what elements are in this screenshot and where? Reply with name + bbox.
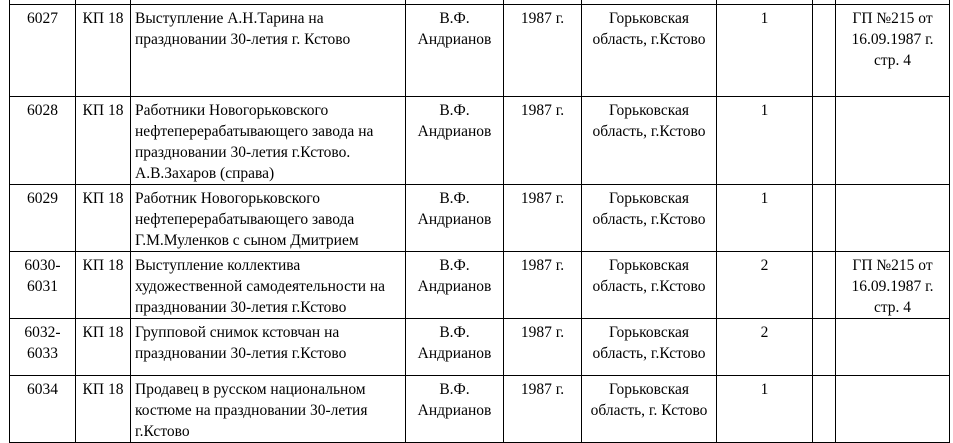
inventory-number: 6029 <box>10 185 76 252</box>
photo-author: В.Ф. Андрианов <box>406 5 504 97</box>
table-row <box>10 185 950 252</box>
table-row <box>10 252 950 319</box>
photo-place: Горьковская область, г.Кстово <box>582 185 717 252</box>
photo-quantity: 1 <box>717 376 813 443</box>
inventory-number: 6030- 6031 <box>10 252 76 319</box>
photo-year: 1987 г. <box>504 97 582 185</box>
publication-reference <box>836 319 950 376</box>
photo-description: Групповой снимок кстовчан на праздновании 30-летия г.Кстово <box>131 319 406 376</box>
fund-code: КП 18 <box>76 185 131 252</box>
photo-author: В.Ф. Андрианов <box>406 252 504 319</box>
publication-reference <box>836 185 950 252</box>
photo-description: Выступление коллектива художественной самодеятельности на праздновании 30-летия г.Кстово <box>131 252 406 319</box>
table-row <box>10 97 950 185</box>
publication-reference: ГП №215 от 16.09.1987 г. стр. 4 <box>836 5 950 97</box>
photo-quantity: 2 <box>717 319 813 376</box>
photo-author: В.Ф. Андрианов <box>406 185 504 252</box>
photo-quantity: 1 <box>717 5 813 97</box>
photo-author: В.Ф. Андрианов <box>406 97 504 185</box>
fund-code: КП 18 <box>76 5 131 97</box>
photo-year: 1987 г. <box>504 319 582 376</box>
photo-quantity: 2 <box>717 252 813 319</box>
inventory-number: 6028 <box>10 97 76 185</box>
empty-cell <box>813 252 836 319</box>
empty-cell <box>813 185 836 252</box>
photo-quantity: 1 <box>717 97 813 185</box>
photo-place: Горьковская область, г. Кстово <box>582 376 717 443</box>
photo-description: Работник Новогорьковского нефтеперерабатывающего завода Г.М.Муленков с сыном Дмитрием <box>131 185 406 252</box>
photo-place: Горьковская область, г.Кстово <box>582 97 717 185</box>
photo-place: Горьковская область, г.Кстово <box>582 319 717 376</box>
photo-year: 1987 г. <box>504 376 582 443</box>
photo-author: В.Ф. Андрианов <box>406 376 504 443</box>
empty-cell <box>813 376 836 443</box>
photo-description: Продавец в русском национальном костюме на праздновании 30-летия г.Кстово <box>131 376 406 443</box>
photo-author: В.Ф. Андрианов <box>406 319 504 376</box>
publication-reference <box>836 97 950 185</box>
fund-code: КП 18 <box>76 252 131 319</box>
photo-year: 1987 г. <box>504 5 582 97</box>
table-row <box>10 376 950 443</box>
fund-code: КП 18 <box>76 97 131 185</box>
inventory-number: 6032- 6033 <box>10 319 76 376</box>
photo-quantity: 1 <box>717 185 813 252</box>
empty-cell <box>813 5 836 97</box>
table-row <box>10 5 950 97</box>
publication-reference: ГП №215 от 16.09.1987 г. стр. 4 <box>836 252 950 319</box>
catalog-table <box>9 0 950 443</box>
fund-code: КП 18 <box>76 376 131 443</box>
photo-place: Горьковская область, г.Кстово <box>582 252 717 319</box>
inventory-number: 6034 <box>10 376 76 443</box>
inventory-number: 6027 <box>10 5 76 97</box>
publication-reference <box>836 376 950 443</box>
empty-cell <box>813 319 836 376</box>
photo-description: Выступление А.Н.Тарина на праздновании 30-летия г. Кстово <box>131 5 406 97</box>
photo-description: Работники Новогорьковского нефтеперерабатывающего завода на праздновании 30-летия г.Кстово. А.В.Захаров (справа) <box>131 97 406 185</box>
photo-year: 1987 г. <box>504 252 582 319</box>
empty-cell <box>813 97 836 185</box>
photo-place: Горьковская область, г.Кстово <box>582 5 717 97</box>
fund-code: КП 18 <box>76 319 131 376</box>
photo-year: 1987 г. <box>504 185 582 252</box>
table-row <box>10 319 950 376</box>
